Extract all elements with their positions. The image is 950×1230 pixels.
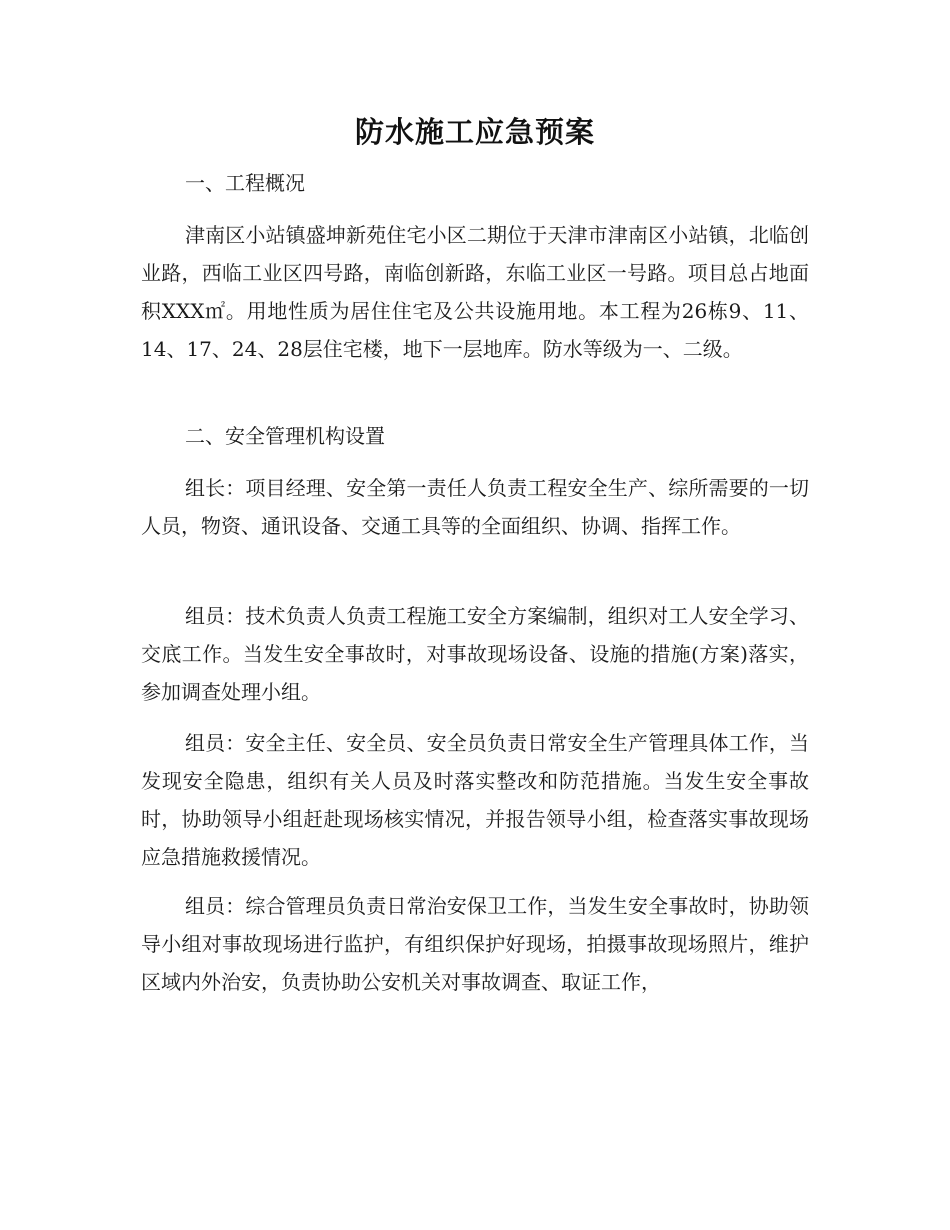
section-heading-safety-organization: 二、安全管理机构设置 <box>185 424 385 448</box>
paragraph-member-safety: 组员：安全主任、安全员、安全员负责日常安全生产管理具体工作，当发现安全隐患，组织有关人员及时落实整改和防范措施。当发生安全事故时，协助领导小组赶赴现场核实情况，并报告领导小组，检查落实事故现场应急措施救援情况。 <box>141 731 809 869</box>
paragraph-project-overview: 津南区小站镇盛坤新苑住宅小区二期位于天津市津南区小站镇，北临创业路，西临工业区四号路，南临创新路，东临工业区一号路。项目总占地面积XXX㎡。用地性质为居住住宅及公共设施用地。本工程为26栋9、11、14、17、24、28层住宅楼，地下一层地库。防水等级为一、二级。 <box>141 223 809 361</box>
document-title: 防水施工应急预案 <box>354 115 595 149</box>
paragraph-member-technical: 组员：技术负责人负责工程施工安全方案编制，组织对工人安全学习、交底工作。当发生安全事故时，对事故现场设备、设施的措施(方案)落实，参加调查处理小组。 <box>141 604 809 704</box>
section-heading-project-overview: 一、工程概况 <box>185 171 305 195</box>
paragraph-member-admin: 组员：综合管理员负责日常治安保卫工作，当发生安全事故时，协助领导小组对事故现场进行监护，有组织保护好现场，拍摄事故现场照片，维护区域内外治安，负责协助公安机关对事故调查、取证工作， <box>141 894 809 994</box>
paragraph-team-leader: 组长：项目经理、安全第一责任人负责工程安全生产、综所需要的一切人员，物资、通讯设备、交通工具等的全面组织、协调、指挥工作。 <box>141 476 809 538</box>
